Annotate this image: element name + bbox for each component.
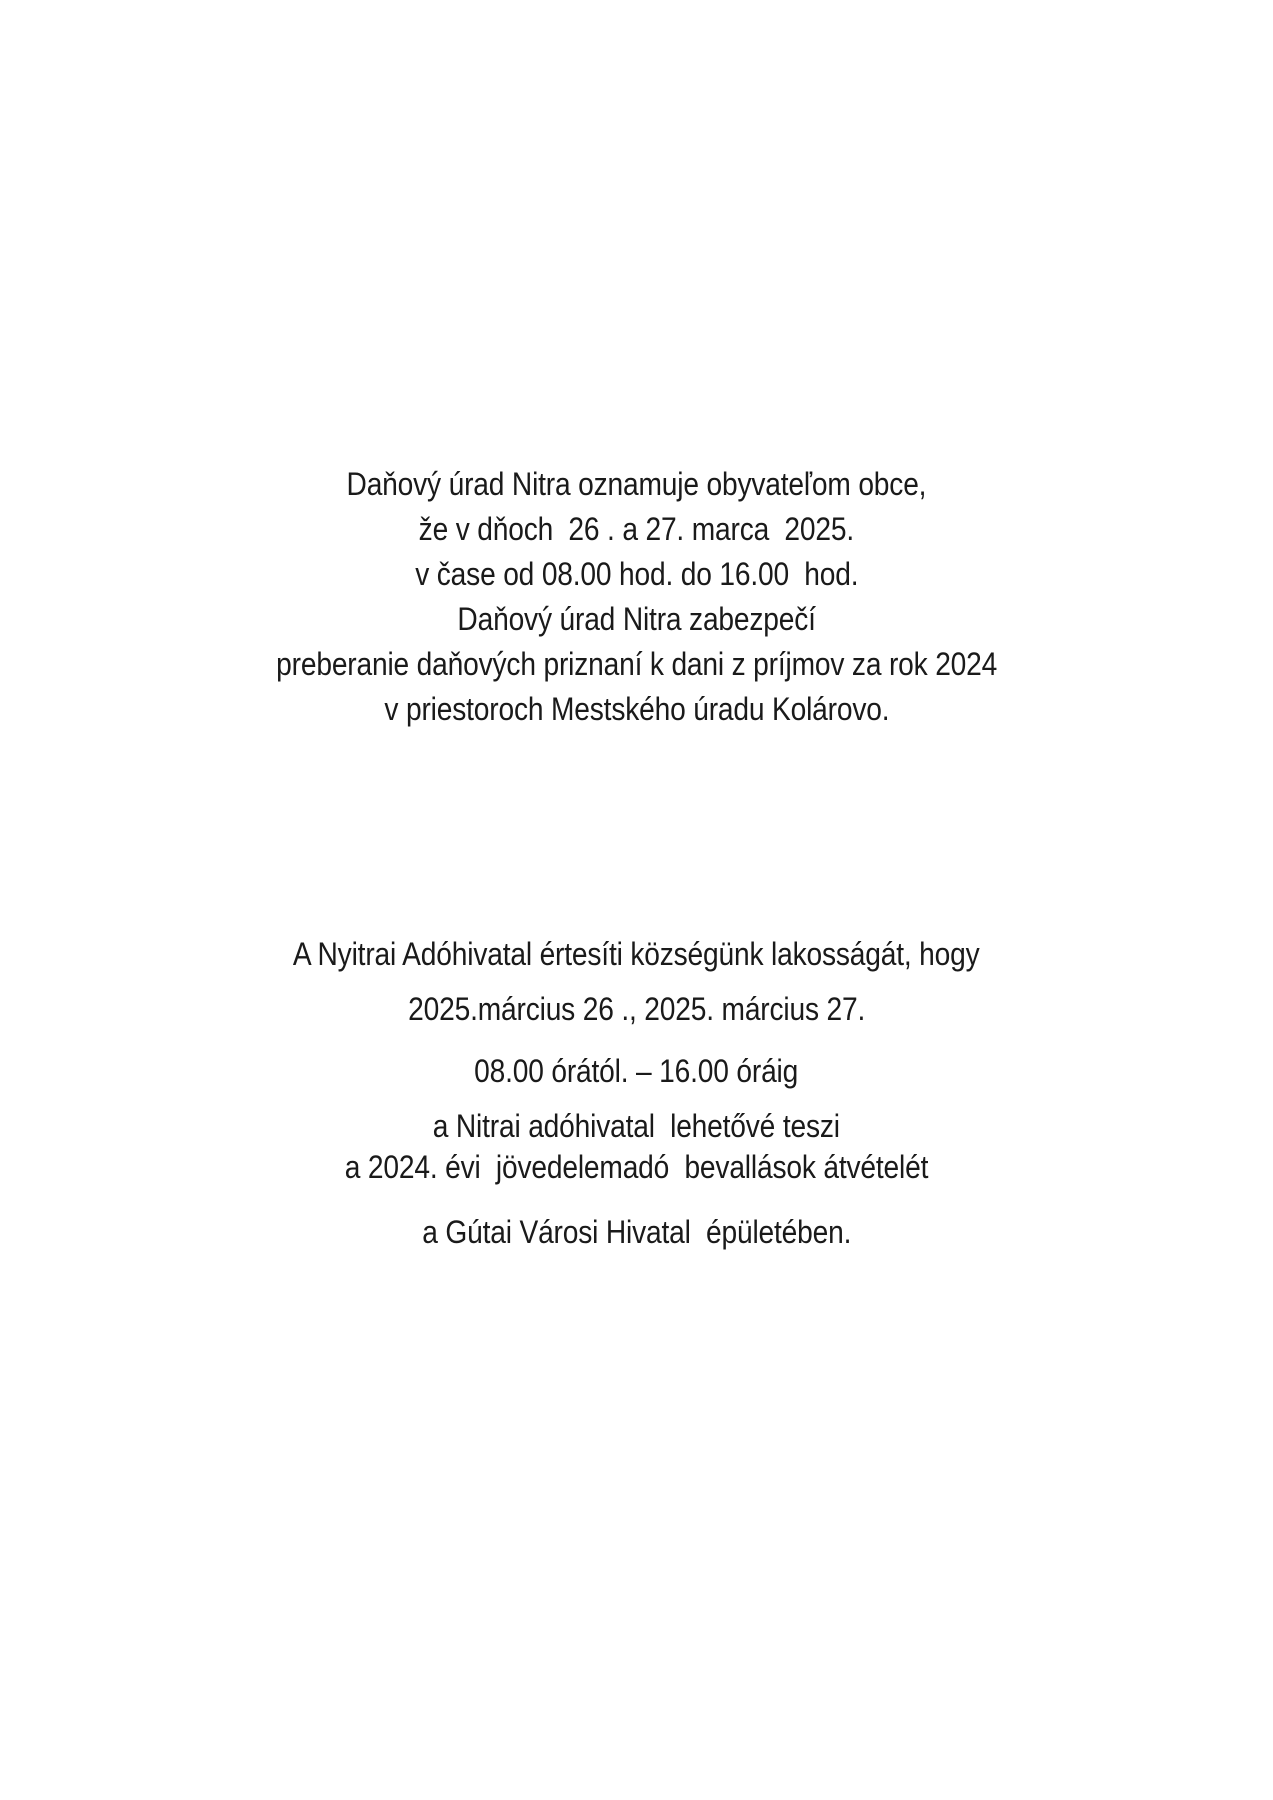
sk-line-3 xyxy=(0,552,1273,597)
sk-line-3-text: v čase od 08.00 hod. do 16.00 hod. xyxy=(414,556,859,592)
hu-line-6 xyxy=(0,1210,1273,1255)
sk-line-1-text: Daňový úrad Nitra oznamuje obyvateľom obce, xyxy=(346,466,927,502)
notice-hungarian xyxy=(0,932,1273,1255)
hu-line-5-text: a 2024. évi jövedelemadó bevallások átvételét xyxy=(344,1149,929,1185)
hu-line-4-text: a Nitrai adóhivatal lehetővé teszi xyxy=(432,1108,841,1144)
hu-line-6-text: a Gútai Városi Hivatal épületében. xyxy=(421,1214,852,1250)
sk-line-5 xyxy=(0,642,1273,687)
hu-line-5 xyxy=(0,1145,1273,1190)
hu-line-3 xyxy=(0,1049,1273,1094)
hu-line-2-text: 2025.március 26 ., 2025. március 27. xyxy=(408,991,865,1027)
sk-line-2-text: že v dňoch 26 . a 27. marca 2025. xyxy=(418,511,855,547)
sk-line-6 xyxy=(0,687,1273,732)
hu-line-1 xyxy=(0,932,1273,977)
sk-line-6-text: v priestoroch Mestského úradu Kolárovo. xyxy=(384,691,889,727)
sk-line-4 xyxy=(0,597,1273,642)
hu-line-3-text: 08.00 órától. – 16.00 óráig xyxy=(474,1053,799,1089)
hu-line-4 xyxy=(0,1104,1273,1149)
notice-slovak xyxy=(0,462,1273,732)
hu-line-1-text: A Nyitrai Adóhivatal értesíti községünk lakosságát, hogy xyxy=(293,936,980,972)
sk-line-4-text: Daňový úrad Nitra zabezpečí xyxy=(457,601,816,637)
sk-line-5-text: preberanie daňových priznaní k dani z príjmov za rok 2024 xyxy=(276,646,997,682)
sk-line-2 xyxy=(0,507,1273,552)
hu-line-2 xyxy=(0,987,1273,1032)
sk-line-1 xyxy=(0,462,1273,507)
